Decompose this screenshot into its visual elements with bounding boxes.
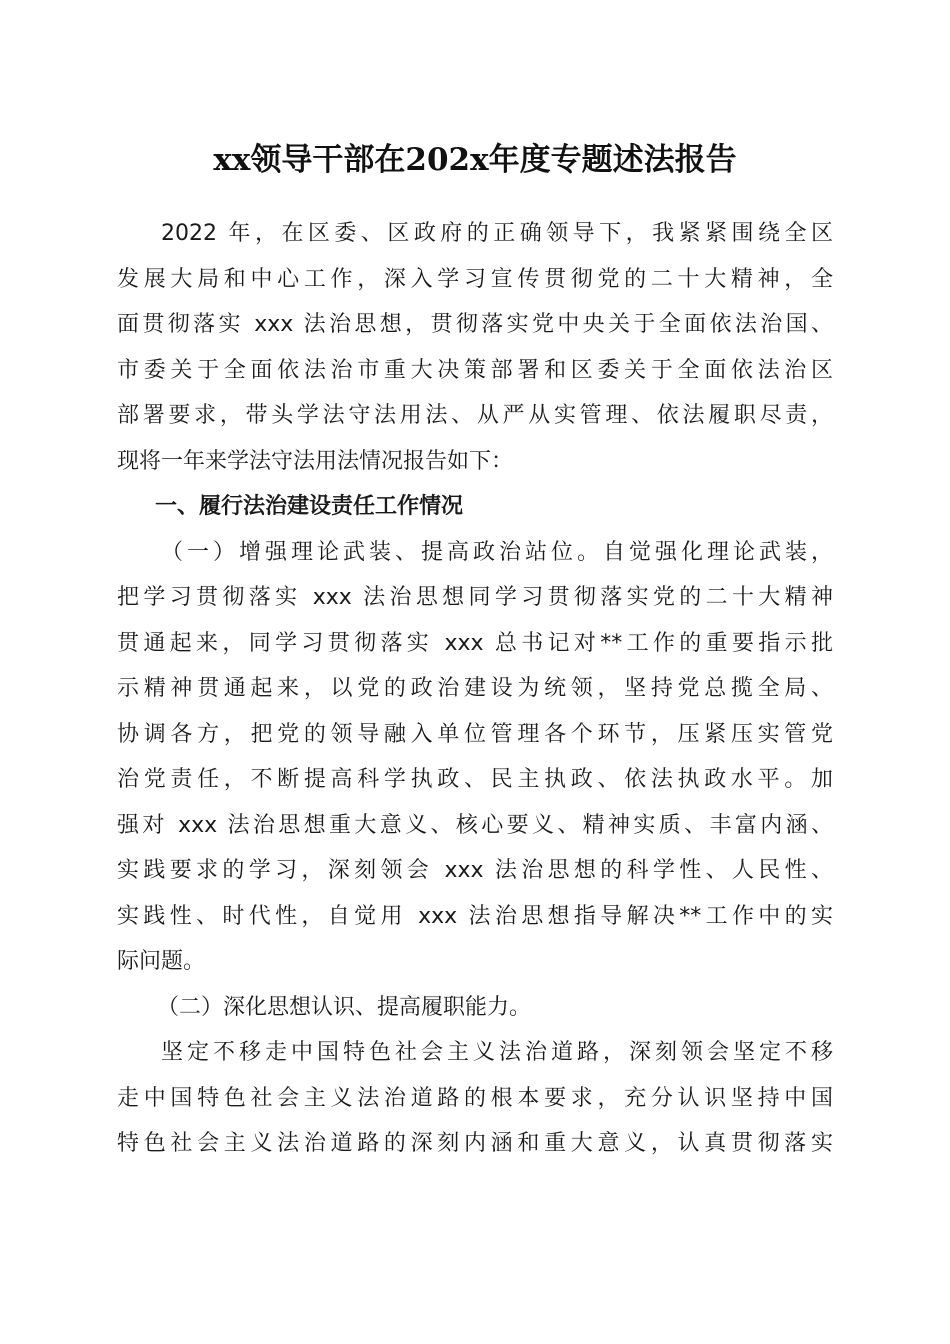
text-line: 把学习贯彻落实 xxx 法治思想同学习贯彻落实党的二十大精神 [117,585,833,610]
text-line: 部署要求，带头学法守法用法、从严从实管理、依法履职尽责， [117,403,833,428]
text-line: 面贯彻落实 xxx 法治思想，贯彻落实党中央关于全面依法治国、 [117,312,834,337]
text-line: （一）增强理论武装、提高政治站位。自觉强化理论武装， [161,539,833,565]
text-line: 发展大局和中心工作，深入学习宣传贯彻党的二十大精神，全 [117,266,833,292]
text-line: 现将一年来学法守法用法情况报告如下： [117,448,514,474]
text-line: 实践要求的学习，深刻领会 xxx 法治思想的科学性、人民性、 [117,858,833,883]
paragraph-theory [117,530,833,985]
text-line: 贯通起来，同学习贯彻落实 xxx 总书记对**工作的重要指示批 [117,630,833,656]
text-line: 走中国特色社会主义法治道路的根本要求，充分认识坚持中国 [117,1085,833,1111]
paragraph-intro [117,211,833,484]
text-line: 特色社会主义法治道路的深刻内涵和重大意义，认真贯彻落实 [117,1131,833,1156]
document-title: xx领导干部在202x年度专题述法报告 [213,142,737,178]
text-line: 示精神贯通起来，以党的政治建设为统领，坚持党总揽全局、 [117,676,833,701]
text-line: 市委关于全面依法治市重大决策部署和区委关于全面依法治区 [117,357,833,383]
section-heading: 一、履行法治建设责任工作情况 [155,494,464,519]
text-line: 坚定不移走中国特色社会主义法治道路，深刻领会坚定不移 [161,1040,833,1065]
text-line: 实践性、时代性，自觉用 xxx 法治思想指导解决**工作中的实 [117,903,833,929]
text-line: 2022 年，在区委、区政府的正确领导下，我紧紧围绕全区 [161,221,833,246]
text-line: 协调各方，把党的领导融入单位管理各个环节，压紧压实管党 [117,721,833,747]
text-line: 强对 xxx 法治思想重大意义、核心要义、精神实质、丰富内涵、 [117,812,833,838]
text-line: 治党责任，不断提高科学执政、民主执政、依法执政水平。加 [117,767,833,792]
paragraph-rule-of-law [117,1030,833,1167]
subsection-heading: （二）深化思想认识、提高履职能力。 [157,994,532,1020]
document-body [117,211,833,1167]
text-line: 际问题。 [117,949,206,974]
